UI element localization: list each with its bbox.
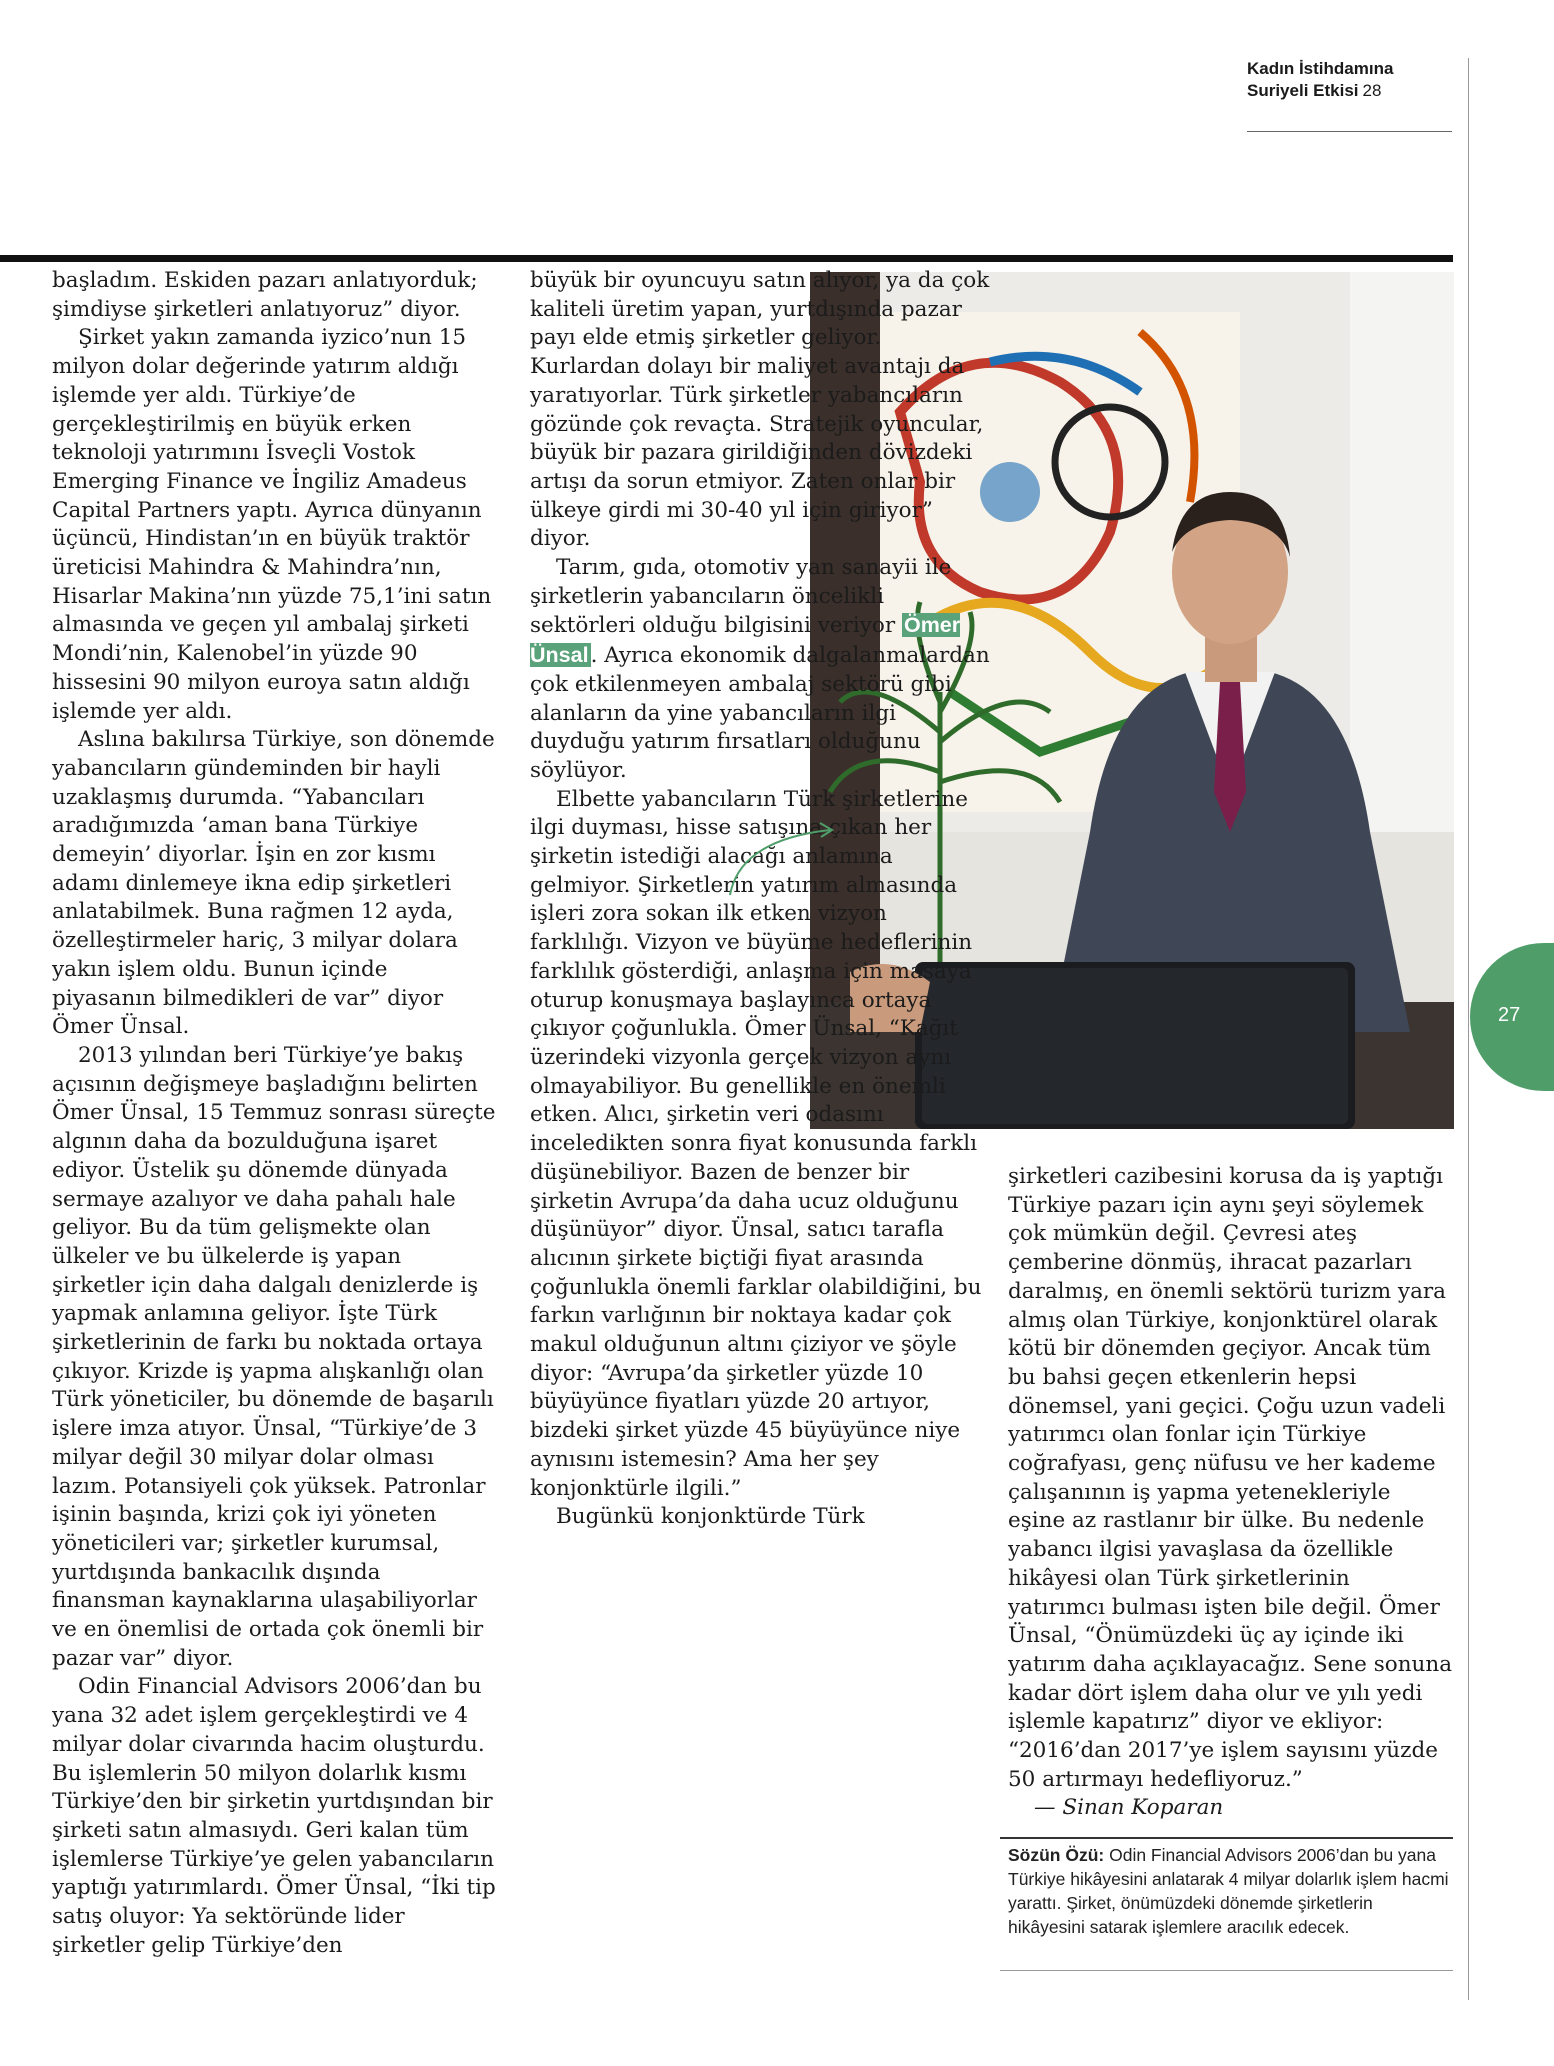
col3-paragraph: şirketleri cazibesini korusa da iş yaptığı Türkiye pazarı için aynı şeyi söylemek çok mümkün değil. Çevresi ateş çemberine dönmüş, ihracat pazarları daralmış, en önemli sektörü turizm yara almış olan Türkiye, konjonktürel olarak kötü bir dönemden geçiyor. Ancak tüm bu bahsi geçen etkenlerin hepsi dönemsel, yani geçici. Çoğu uzun vadeli yatırımcı olan fonlar için Türkiye coğrafyası, genç nüfusu ve her kademe çalışanının iş yapma yetenekleriyle eşine az rastlanır bir ülke. Bu nedenle yabancı ilgisi yavaşlasa da özellikle hikâyesi olan Türk şirketlerinin yatırımcı bulması işten bile değil. Ömer Ünsal, “Önümüzdeki üç ay içinde iki yatırım daha açıklayacağız. Sene sonuna kadar dört işlem daha olur ve yılı yedi işlemle kapatırız” diyor ve ekliyor: “2016’dan 2017’ye işlem sayısını yüzde 50 artırmayı hedefliyoruz.” — [1008, 1164, 1453, 1792]
col2-paragraph: Bugünkü konjonktürde Türk — [556, 1504, 865, 1530]
top-thick-rule — [0, 255, 1453, 262]
highlighted-name[interactable]: Ömer Ünsal — [530, 613, 961, 668]
header-title-line1: Kadın İstihdamına — [1247, 59, 1394, 78]
col1-paragraph: başladım. Eskiden pazarı anlatıyorduk; şimdiyse şirketleri anlatıyoruz” diyor. — [52, 268, 478, 322]
col1-paragraph: 2013 yılından beri Türkiye’ye bakış açısının değişmeye başladığını belirten Ömer Ünsal, 15 Temmuz sonrası süreçte algının daha da bozulduğuna işaret ediyor. Üstelik şu dönemde dünyada sermaye azalıyor ve daha pahalı hale geliyor. Bu da tüm gelişmekte olan ülkeler ve bu ülkelerde iş yapan şirketler için daha dalgalı denizlerde iş yapmak anlamına geliyor. İşte Türk şirketlerinin de farkı bu noktada ortaya çıkıyor. Krizde iş yapma alışkanlığı olan Türk yöneticiler, bu dönemde de başarılı işlere imza atıyor. Ünsal, “Türkiye’de 3 milyar değil 30 milyar dolar olması lazım. Potansiyeli çok yüksek. Patronlar işinin başında, krizi çok iyi yöneten yöneticileri var; şirketler kurumsal, yurtdışında bankacılık dışında finansman kaynaklarına ulaşabiliyorlar ve en önemlisi de ortada çok önemli bir pazar var” diyor. — [52, 1042, 496, 1671]
col1-paragraph: Şirket yakın zamanda iyzico’nun 15 milyon dolar değerinde yatırım aldığı işlemde yer aldı. Türkiye’de gerçekleştirilmiş en büyük erken teknoloji yatırımını İsveçli Vostok Emerging Finance ve İngiliz Amadeus Capital Partners yaptı. Ayrıca dünyanın üçüncü, Hindistan’ın en büyük traktör üreticisi Mahindra & Mahindra’nın, Hisarlar Makina’nın yüzde 75,1’ini satın almasında ve geçen yıl ambalaj şirketi Mondi’nin, Kalenobel’in yüzde 90 hissesini 90 milyon euroya satın aldığı işlemde yer aldı. — [52, 325, 492, 724]
article-column-3 — [1008, 1163, 1453, 1823]
col2-paragraph: büyük bir oyuncuyu satın alıyor, ya da çok kaliteli üretim yapan, yurtdışında pazar payı elde etmiş şirketler geliyor. Kurlardan dolayı bir maliyet avantajı da yaratıyorlar. Türk şirketler yabancıların gözünde çok revaçta. Stratejik oyuncular, büyük bir pazara girildiğinden dövizdeki artışı da sorun etmiyor. Zaten onlar bir ülkeye girdi mi 30-40 yıl için giriyor” diyor. — [530, 268, 990, 552]
summary-bottom-rule — [1000, 1970, 1453, 1971]
header-rule — [1247, 131, 1452, 132]
article-column-1 — [52, 267, 497, 1960]
summary-text: Odin Financial Advisors 2006’dan bu yana Türkiye hikâyesini anlatarak 4 milyar dolarlık işlem hacmi yarattı. Şirket, önümüzdeki dönemde şirketlerin hikâyesini satarak işlemlere aracılık edecek. — [1008, 1845, 1449, 1937]
col2-paragraph: Elbette yabancıların Türk şirketlerine ilgi duyması, hisse satışına çıkan her şirketin istediği alacağı anlamına gelmiyor. Şirketlerin yatırım almasında işleri zora sokan ilk etken vizyon farklılığı. Vizyon ve büyüme hedeflerinin farklılık gösterdiği, anlaşma için masaya oturup konuşmaya başlayınca ortaya çıkıyor çoğunlukla. Ömer Ünsal, “Kağıt üzerindeki vizyonla gerçek vizyon aynı olmayabiliyor. Bu genellikle en önemli etken. Alıcı, şirketin veri odasını inceledikten sonra fiyat konusunda farklı düşünebiliyor. Bazen de benzer bir şirketin Avrupa’da daha ucuz olduğunu düşünüyor” diyor. Ünsal, satıcı tarafla alıcının şirkete biçtiği fiyat arasında çoğunlukla önemli farklar olabildiğini, bu farkın varlığının bir noktaya kadar çok makul olduğunun altını çiziyor ve şöyle diyor: “Avrupa’da şirketler yüzde 10 büyüyünce fiyatları yüzde 20 artıyor, bizdeki şirket yüzde 45 büyüyünce niye aynısını istemesin? Ama her şey konjonktürle ilgili.” — [530, 786, 982, 1501]
author-byline: — Sinan Koparan — [1034, 1795, 1224, 1821]
summary-box — [1008, 1843, 1453, 1939]
col1-paragraph: Aslına bakılırsa Türkiye, son dönemde yabancıların gündeminden bir hayli uzaklaşmış durumda. “Yabancıları aradığımızda ‘aman bana Türkiye demeyin’ diyorlar. İşin en zor kısmı adamı dinlemeye ikna edip şirketleri anlatabilmek. Buna rağmen 12 ayda, özelleştirmeler hariç, 3 milyar dolara yakın işlem oldu. Bunun içinde piyasanın bilmedikleri de var” diyor Ömer Ünsal. — [52, 727, 495, 1040]
col2-text: Tarım, gıda, otomotiv yan sanayii ile şirketlerin yabancıların öncelikli sektörleri olduğu bilgisini veriyor — [530, 555, 952, 639]
annotation-arrow-icon — [720, 820, 840, 900]
running-header — [1247, 58, 1452, 102]
col2-text: . Ayrıca ekonomik dalgalanmalardan çok etkilenmeyen ambalaj sektörü gibi alanların da yine yabancıların ilgi duyduğu yatırım fırsatları olduğunu söylüyor. — [530, 643, 990, 783]
header-page-ref: 28 — [1362, 81, 1382, 100]
page-number: 27 — [1498, 1004, 1521, 1026]
header-title-line2: Suriyeli Etkisi — [1247, 81, 1359, 100]
col2-paragraph — [530, 554, 990, 786]
summary-label: Sözün Özü: — [1008, 1845, 1105, 1865]
margin-vertical-rule — [1468, 58, 1469, 2000]
summary-rule — [1000, 1837, 1453, 1839]
col1-paragraph: Odin Financial Advisors 2006’dan bu yana 32 adet işlem gerçekleştirdi ve 4 milyar dolar civarında hacim oluşturdu. Bu işlemlerin 50 milyon dolarlık kısmı Türkiye’den bir şirketin yurtdışından bir şirketi satın almasıydı. Geri kalan tüm işlemlerse Türkiye’ye gelen yabancıların yaptığı yatırımlardı. Ömer Ünsal, “İki tip satış oluyor: Ya sektöründe lider şirketler gelip Türkiye’den — [52, 1674, 496, 1958]
